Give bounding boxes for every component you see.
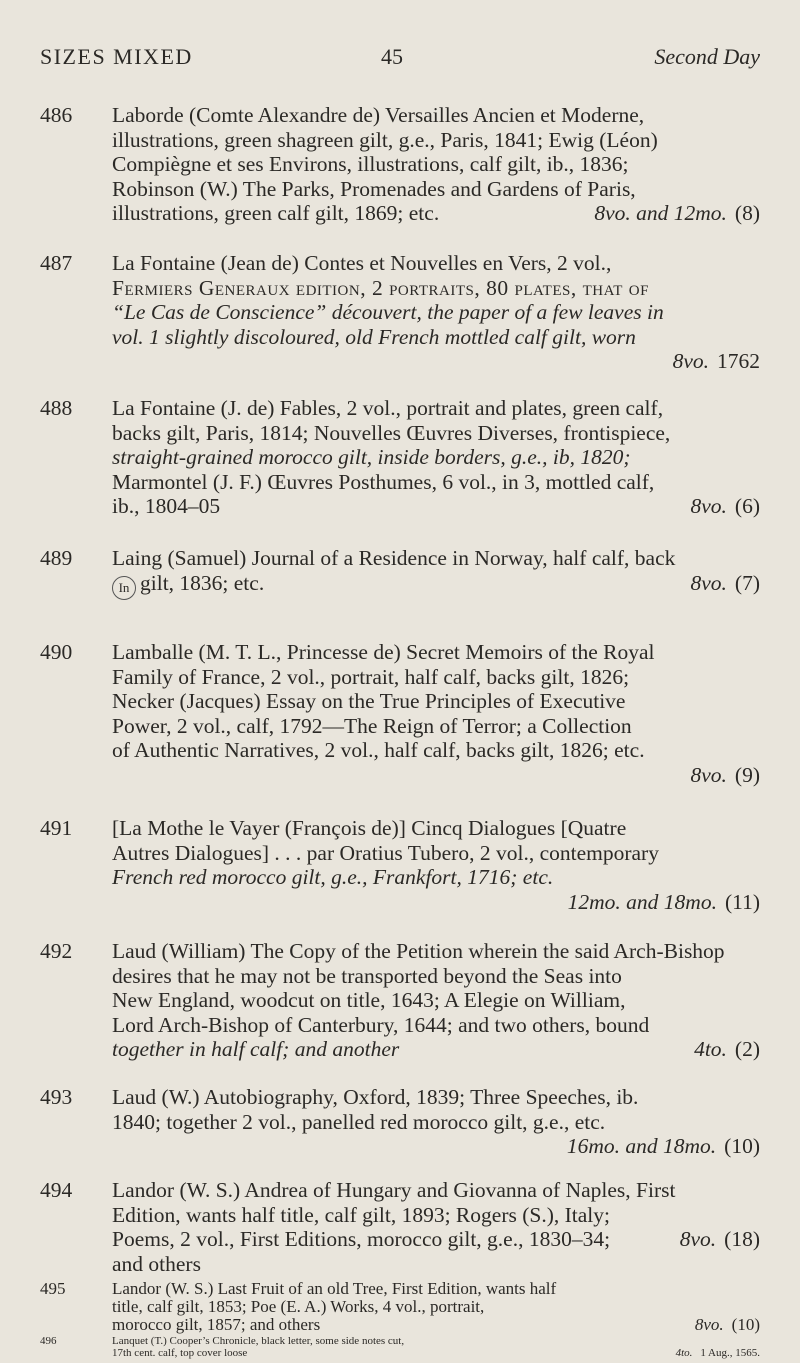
lot-quantity: (9) bbox=[734, 762, 760, 787]
lot-487 bbox=[40, 251, 760, 374]
lot-486 bbox=[40, 103, 760, 226]
lot-number: 488 bbox=[40, 396, 73, 420]
lot-quantity: 1 Aug., 1565. bbox=[700, 1347, 760, 1359]
lot-line: together in half calf; and another bbox=[112, 1037, 400, 1061]
lot-format: 4to. (2) bbox=[694, 1037, 760, 1061]
lot-line: straight-grained morocco gilt, inside borders, g.e., ib, 1820; bbox=[112, 445, 631, 469]
lot-line: La Fontaine (Jean de) Contes et Nouvelles en Vers, 2 vol., bbox=[112, 251, 612, 275]
lot-line: gilt, 1836; etc. bbox=[140, 570, 265, 595]
lot-description bbox=[112, 396, 760, 519]
lot-number: 492 bbox=[40, 939, 73, 963]
lot-line: Laud (William) The Copy of the Petition wherein the said Arch-Bishop bbox=[112, 939, 725, 963]
lot-490 bbox=[40, 640, 760, 787]
lot-description bbox=[112, 1178, 760, 1276]
lot-line: of Authentic Narratives, 2 vol., half calf, backs gilt, 1826; etc. bbox=[112, 738, 645, 762]
lot-quantity: 1762 bbox=[717, 349, 760, 373]
lot-line: Landor (W. S.) Last Fruit of an old Tree, First Edition, wants half bbox=[112, 1279, 557, 1298]
lot-line: Autres Dialogues] . . . par Oratius Tubero, 2 vol., contemporary bbox=[112, 840, 659, 865]
lot-493 bbox=[40, 1085, 760, 1159]
lot-format: 4to. 1 Aug., 1565. bbox=[675, 1347, 760, 1359]
lot-line: vol. 1 slightly discoloured, old French mottled calf gilt, worn bbox=[112, 324, 636, 349]
lot-format: 8vo. and 12mo. (8) bbox=[594, 201, 760, 225]
lot-line: Robinson (W.) The Parks, Promenades and Gardens of Paris, bbox=[112, 176, 636, 201]
lot-492 bbox=[40, 939, 760, 1062]
lot-line: New England, woodcut on title, 1643; A Elegie on William, bbox=[112, 988, 626, 1012]
lot-line: Poems, 2 vol., First Editions, morocco gilt, g.e., 1830–34; bbox=[112, 1227, 611, 1251]
page-number: 45 bbox=[381, 44, 403, 69]
lot-line: Marmontel (J. F.) Œuvres Posthumes, 6 vol., in 3, mottled calf, bbox=[112, 469, 655, 494]
lot-number: 495 bbox=[40, 1279, 66, 1298]
lot-line: “Le Cas de Conscience” découvert, the paper of a few leaves in bbox=[112, 300, 664, 324]
lot-quantity: (8) bbox=[734, 201, 760, 225]
lot-line: Power, 2 vol., calf, 1792—The Reign of Terror; a Collection bbox=[112, 713, 632, 738]
lot-line: Fermiers Generaux edition, 2 portraits, 80 plates, that of bbox=[112, 275, 649, 300]
lot-line: Lamballe (M. T. L., Princesse de) Secret Memoirs of the Royal bbox=[112, 640, 655, 664]
lot-488 bbox=[40, 396, 760, 519]
lot-491 bbox=[40, 816, 760, 914]
header-day: Second Day bbox=[654, 44, 760, 69]
running-header bbox=[40, 44, 760, 78]
lot-number: 496 bbox=[40, 1335, 57, 1347]
lot-line: French red morocco gilt, g.e., Frankfort, 1716; etc. bbox=[112, 865, 554, 889]
lot-description bbox=[112, 1085, 760, 1158]
lot-quantity: (18) bbox=[724, 1227, 760, 1251]
lot-description bbox=[112, 546, 760, 600]
lot-number: 491 bbox=[40, 816, 73, 840]
lot-quantity: (6) bbox=[734, 494, 760, 518]
lot-line: Lanquet (T.) Cooper’s Chronicle, black letter, some side notes cut, bbox=[112, 1335, 405, 1347]
lot-quantity: (7) bbox=[734, 570, 760, 595]
lot-format: 8vo. (7) bbox=[690, 570, 760, 595]
lot-format: 12mo. and 18mo. (11) bbox=[567, 889, 760, 914]
lot-495 bbox=[40, 1280, 760, 1334]
lot-line: ib., 1804–05 bbox=[112, 494, 221, 518]
lot-line: Laborde (Comte Alexandre de) Versailles Ancien et Moderne, bbox=[112, 103, 645, 127]
lot-description bbox=[112, 1335, 760, 1359]
lot-line: morocco gilt, 1857; and others bbox=[112, 1315, 321, 1334]
lot-quantity: (2) bbox=[734, 1037, 760, 1061]
lot-description bbox=[112, 251, 760, 373]
lot-line: Landor (W. S.) Andrea of Hungary and Giovanna of Naples, First bbox=[112, 1178, 676, 1202]
lot-format: 8vo. (18) bbox=[679, 1227, 760, 1251]
lot-line: title, calf gilt, 1853; Poe (E. A.) Works, 4 vol., portrait, bbox=[112, 1297, 485, 1316]
lot-line: Compiègne et ses Environs, illustrations, calf gilt, ib., 1836; bbox=[112, 152, 629, 176]
lot-format: 8vo. (9) bbox=[690, 762, 760, 787]
lot-line: and others bbox=[112, 1251, 201, 1276]
lot-line: Family of France, 2 vol., portrait, half calf, backs gilt, 1826; bbox=[112, 664, 630, 689]
lot-line: 1840; together 2 vol., panelled red morocco gilt, g.e., etc. bbox=[112, 1109, 606, 1134]
lot-line: backs gilt, Paris, 1814; Nouvelles Œuvres Diverses, frontispiece, bbox=[112, 420, 671, 445]
lot-line: illustrations, green shagreen gilt, g.e., Paris, 1841; Ewig (Léon) bbox=[112, 127, 658, 152]
lot-number: 487 bbox=[40, 251, 73, 275]
lot-description bbox=[112, 816, 760, 914]
lot-number: 490 bbox=[40, 640, 73, 664]
lot-description bbox=[112, 1280, 760, 1334]
lot-number: 494 bbox=[40, 1178, 73, 1202]
lot-line: illustrations, green calf gilt, 1869; etc. bbox=[112, 201, 440, 225]
lot-line: La Fontaine (J. de) Fables, 2 vol., portrait and plates, green calf, bbox=[112, 396, 664, 420]
header-section-title: SIZES MIXED bbox=[40, 44, 193, 69]
lot-496 bbox=[40, 1335, 760, 1359]
lot-description bbox=[112, 640, 760, 787]
lot-number: 489 bbox=[40, 546, 73, 570]
lot-line: desires that he may not be transported beyond the Seas into bbox=[112, 963, 622, 988]
lot-format: 8vo. 1762 bbox=[672, 349, 760, 373]
lot-line: Laud (W.) Autobiography, Oxford, 1839; Three Speeches, ib. bbox=[112, 1085, 639, 1109]
lot-line: Lord Arch-Bishop of Canterbury, 1644; and two others, bound bbox=[112, 1012, 650, 1037]
lot-number: 486 bbox=[40, 103, 73, 127]
lot-494 bbox=[40, 1178, 760, 1276]
handwritten-circle-mark: In bbox=[112, 576, 136, 600]
lot-description bbox=[112, 939, 760, 1062]
lot-format: 8vo. (10) bbox=[694, 1315, 760, 1334]
lot-number: 493 bbox=[40, 1085, 73, 1109]
lot-line: Necker (Jacques) Essay on the True Principles of Executive bbox=[112, 689, 626, 713]
lot-format: 16mo. and 18mo. (10) bbox=[566, 1134, 760, 1158]
lot-489 bbox=[40, 546, 760, 600]
lot-quantity: (11) bbox=[724, 889, 760, 914]
lot-format: 8vo. (6) bbox=[690, 494, 760, 518]
lot-line: 17th cent. calf, top cover loose bbox=[112, 1347, 248, 1359]
lot-description bbox=[112, 103, 760, 226]
lot-line: Edition, wants half title, calf gilt, 1893; Rogers (S.), Italy; bbox=[112, 1202, 610, 1227]
lot-quantity: (10) bbox=[724, 1134, 760, 1158]
lot-line: Laing (Samuel) Journal of a Residence in Norway, half calf, back bbox=[112, 546, 676, 570]
lot-quantity: (10) bbox=[731, 1315, 760, 1334]
lot-line: [La Mothe le Vayer (François de)] Cincq Dialogues [Quatre bbox=[112, 816, 627, 840]
